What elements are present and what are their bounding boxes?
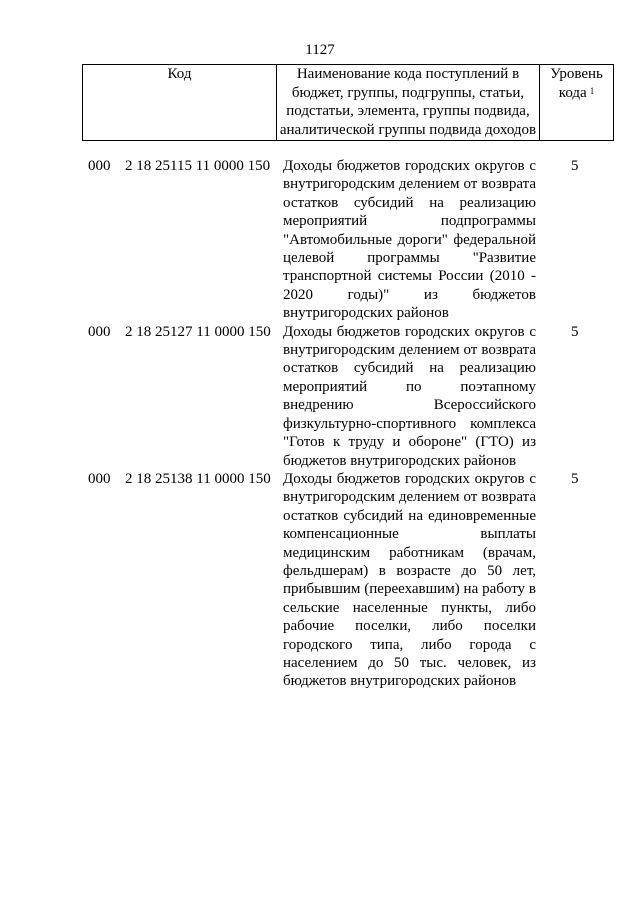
header-level-label: Уровень кода	[550, 66, 603, 101]
table-row	[0, 323, 640, 470]
income-code: 2 18 25115 11 0000 150	[125, 158, 271, 174]
header-name-label: Наименование кода поступлений в бюджет, группы, подгруппы, статьи, подстатьи, элемента, группы подвида, аналитической группы подвида доходов	[279, 66, 537, 138]
table-body	[0, 157, 640, 691]
table-row	[0, 470, 640, 691]
code-level: 5	[571, 158, 579, 174]
income-name: Доходы бюджетов городских округов с внутригородским делением от возврата остатков субсидий на реализацию мероприятий по поэтапному внедрению Всероссийского физкультурно-спортивного комплекса "Готов к труду и обороне" (ГТО) из бюджетов внутригородских районов	[283, 323, 536, 469]
table-row	[0, 157, 640, 323]
income-code: 2 18 25138 11 0000 150	[125, 470, 271, 487]
income-name: Доходы бюджетов городских округов с внутригородским делением от возврата остатков субсидий на единовременные компенсационные выплаты медицинским работникам (врачам, фельдшерам) в возрасте до 50 лет, прибывшим (переехавшим) на работу в сельские населенные пункты, либо рабочие поселки, либо поселки городского типа, либо города с населением до 50 тыс. человек, из бюджетов внутригородских районов	[283, 470, 536, 690]
income-name: Доходы бюджетов городских округов с внутригородским делением от возврата остатков субсидий на реализацию мероприятий подпрограммы "Автомобильные дороги" федеральной целевой программы "Развитие транспортной системы России (2010 - 2020 годы)" из бюджетов внутригородских районов	[283, 158, 536, 322]
income-code: 2 18 25127 11 0000 150	[125, 323, 271, 340]
header-code-cell	[83, 65, 277, 141]
header-name-cell	[277, 65, 540, 141]
admin-code: 000	[88, 158, 111, 174]
admin-code: 000	[88, 470, 111, 487]
code-level: 5	[571, 323, 579, 340]
admin-code: 000	[88, 323, 111, 340]
code-level: 5	[571, 470, 579, 487]
table-header	[82, 64, 614, 141]
footnote-marker: 1	[589, 85, 595, 96]
header-level-cell	[540, 65, 614, 141]
page-number: 1127	[305, 42, 335, 58]
header-code-label: Код	[167, 66, 192, 82]
